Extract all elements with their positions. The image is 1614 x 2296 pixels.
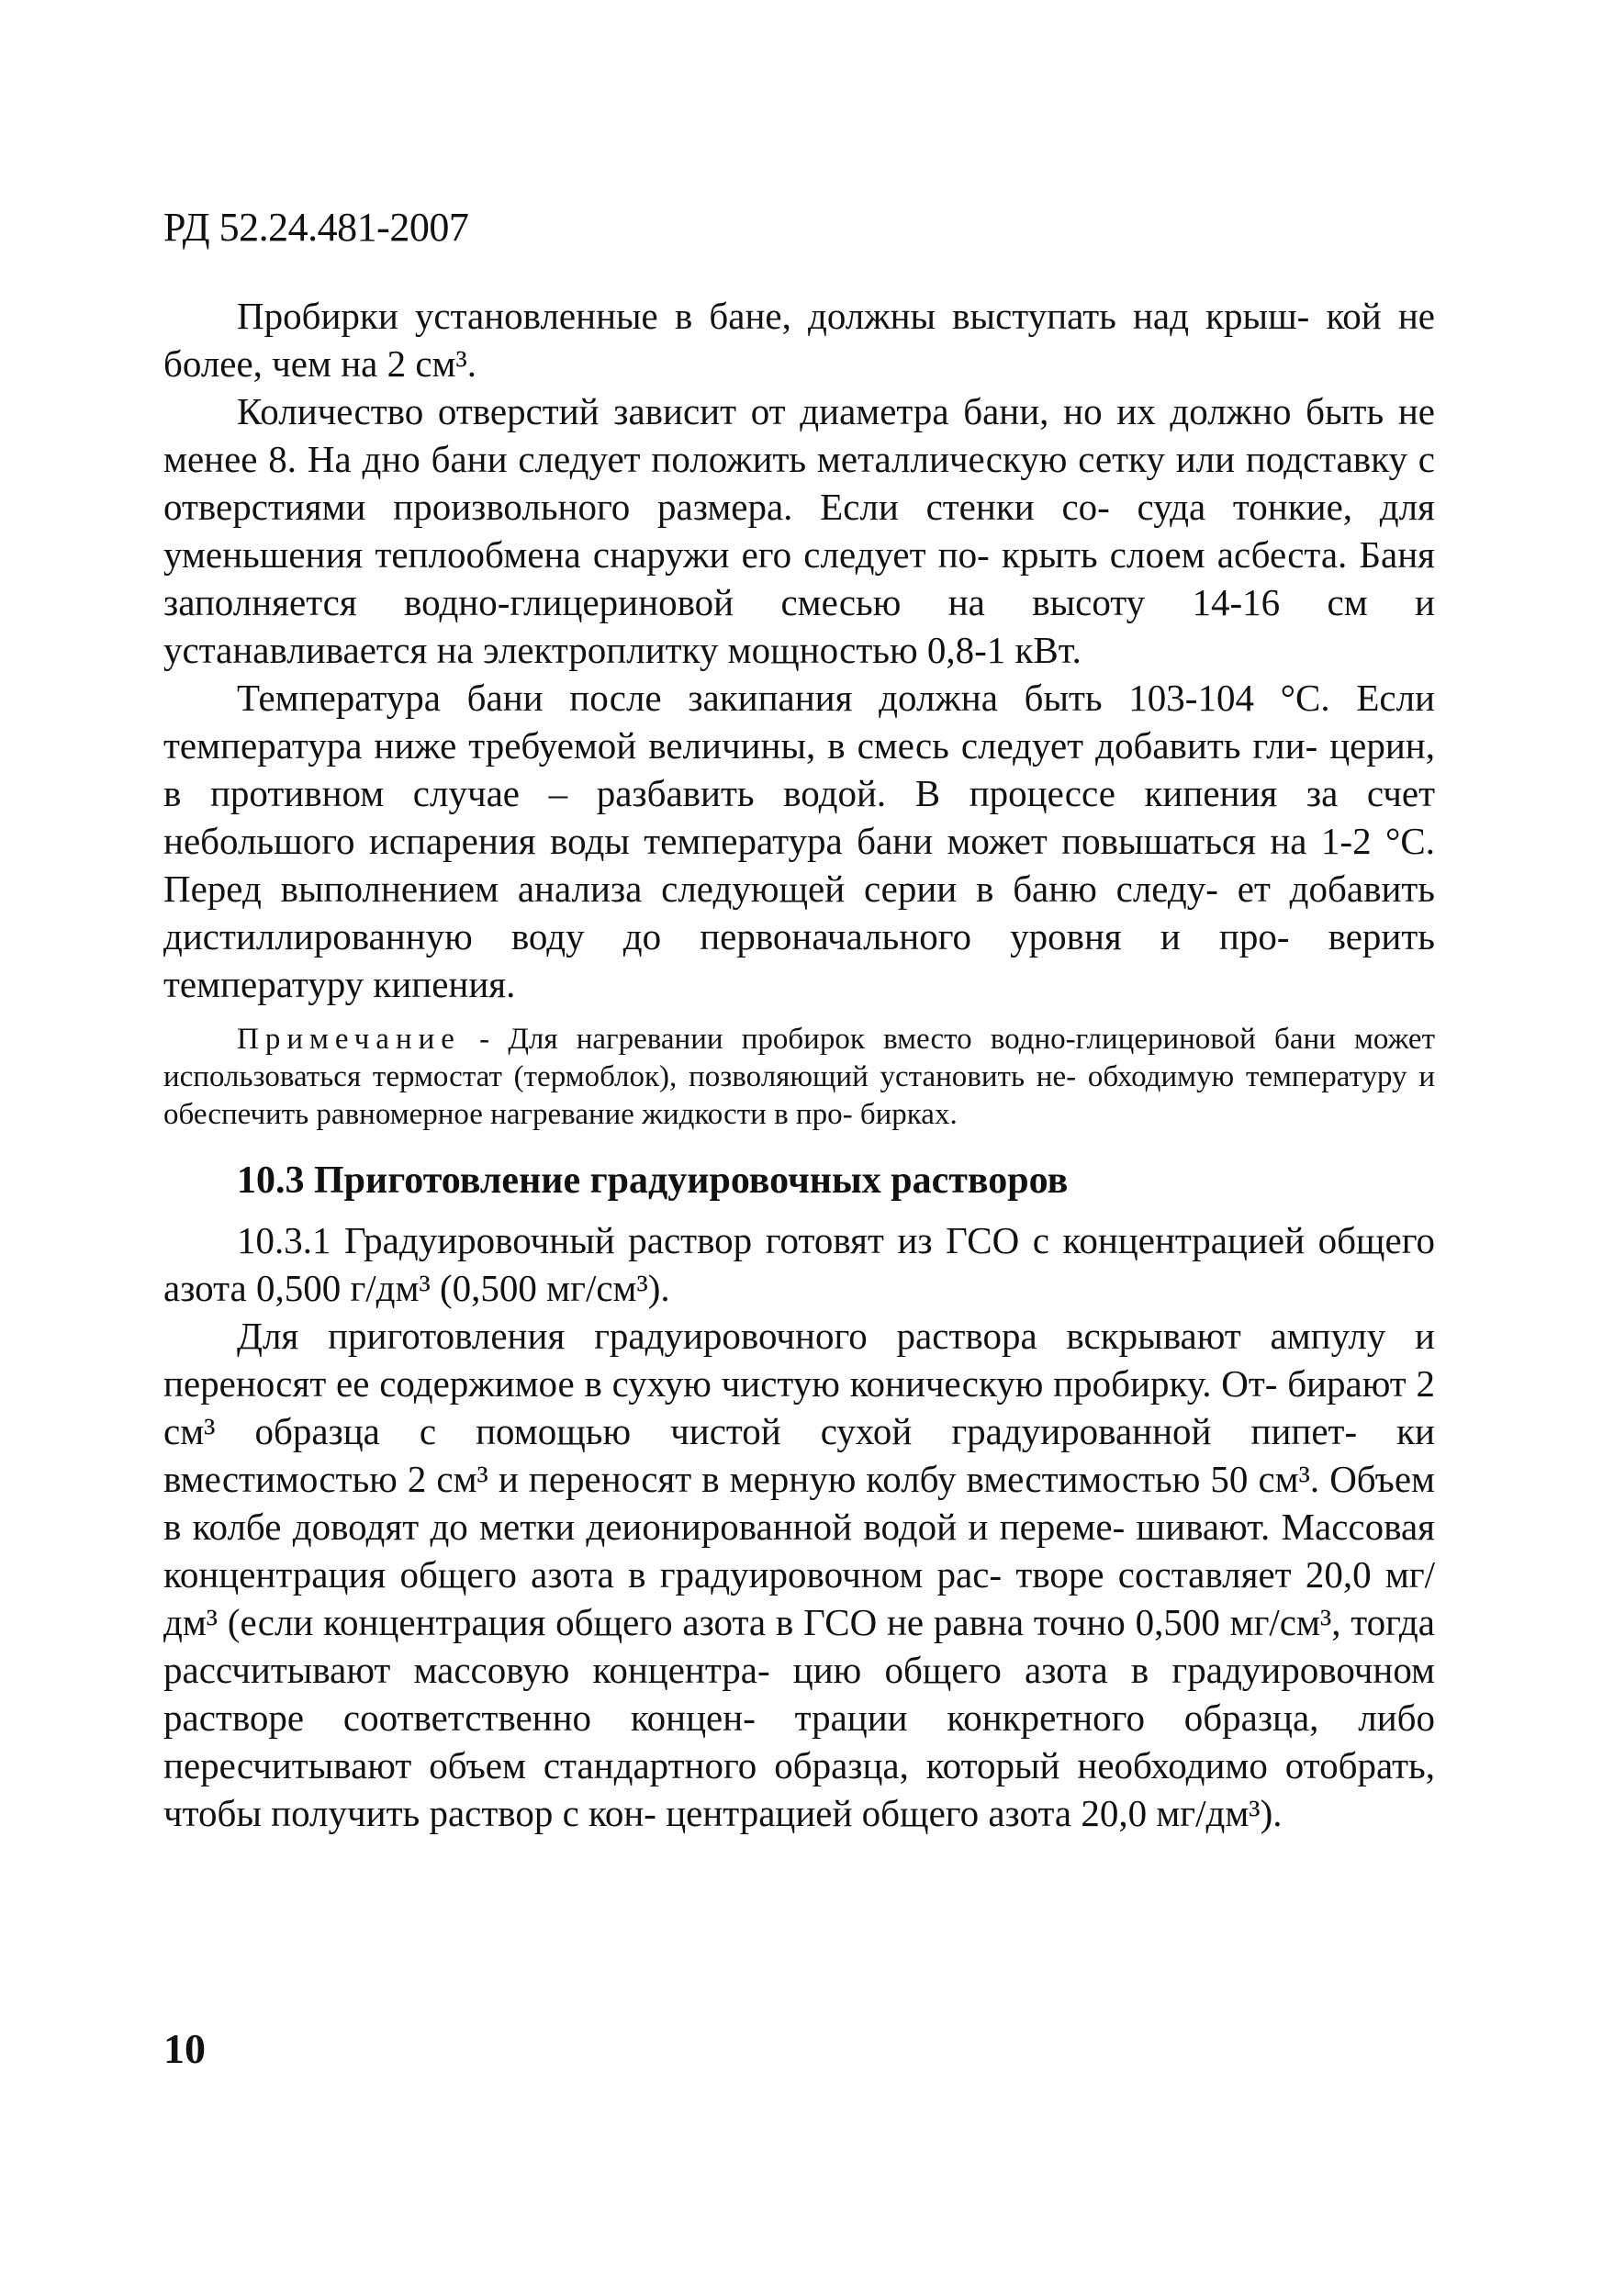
paragraph-tubes: Пробирки установленные в бане, должны выступать над крыш- кой не более, чем на 2 см³. [163, 295, 1435, 385]
page-content [163, 292, 1435, 1837]
paragraph-holes: Количество отверстий зависит от диаметра бани, но их должно быть не менее 8. На дно бани следует положить металлическую сетку или подставку с отверстиями произвольного размера. Если стенки со- суда тонкие, для уменьшения теплообмена снаружи его следует по- крыть слоем асбеста. Баня заполняется водно-глицериновой смесью на высоту 14-16 см и устанавливается на электроплитку мощностью 0,8-1 кВт. [163, 390, 1435, 671]
section-heading: 10.3 Приготовление градуировочных растворов [237, 1159, 1069, 1202]
document-code: РД 52.24.481-2007 [163, 205, 469, 250]
paragraph-preparation: Для приготовления градуировочного раствора вскрывают ампулу и переносят ее содержимое в сухую чистую коническую пробирку. От- бирают 2 см³ образца с помощью чистой сухой градуированной пипет- ки вместимостью 2 см³ и переносят в мерную колбу вместимостью 50 см³. Объем в колбе доводят до метки деионированной водой и переме- шивают. Массовая концентрация общего азота в градуировочном рас- творе составляет 20,0 мг/дм³ (если концентрация общего азота в ГСО не равна точно 0,500 мг/см³, тогда рассчитывают массовую концентра- цию общего азота в градуировочном растворе соответственно концен- трации конкретного образца, либо пересчитывают объем стандартного образца, который необходимо отобрать, чтобы получить раствор с кон- центрацией общего азота 20,0 мг/дм³). [163, 1315, 1435, 1834]
note-label: Примечание [237, 1023, 461, 1056]
paragraph-gso: 10.3.1 Градуировочный раствор готовят из ГСО с концентрацией общего азота 0,500 г/дм³ (0,500 мг/см³). [163, 1219, 1435, 1309]
note-text: - Для нагревании пробирок вместо водно-глицериновой бани может использоваться термостат (термоблок), позволяющий установить не- обходимую температуру и обеспечить равномерное нагревание жидкости в про- бирках. [163, 1023, 1435, 1131]
page-number: 10 [163, 2025, 206, 2072]
paragraph-temperature: Температура бани после закипания должна быть 103-104 °С. Если температура ниже требуемой величины, в смесь следует добавить гли- церин, в противном случае – разбавить водой. В процессе кипения за счет небольшого испарения воды температура бани может повышаться на 1-2 °С. Перед выполнением анализа следующей серии в баню следу- ет добавить дистиллированную воду до первоначального уровня и про- верить температуру кипения. [163, 677, 1435, 1005]
note [163, 1021, 1435, 1134]
